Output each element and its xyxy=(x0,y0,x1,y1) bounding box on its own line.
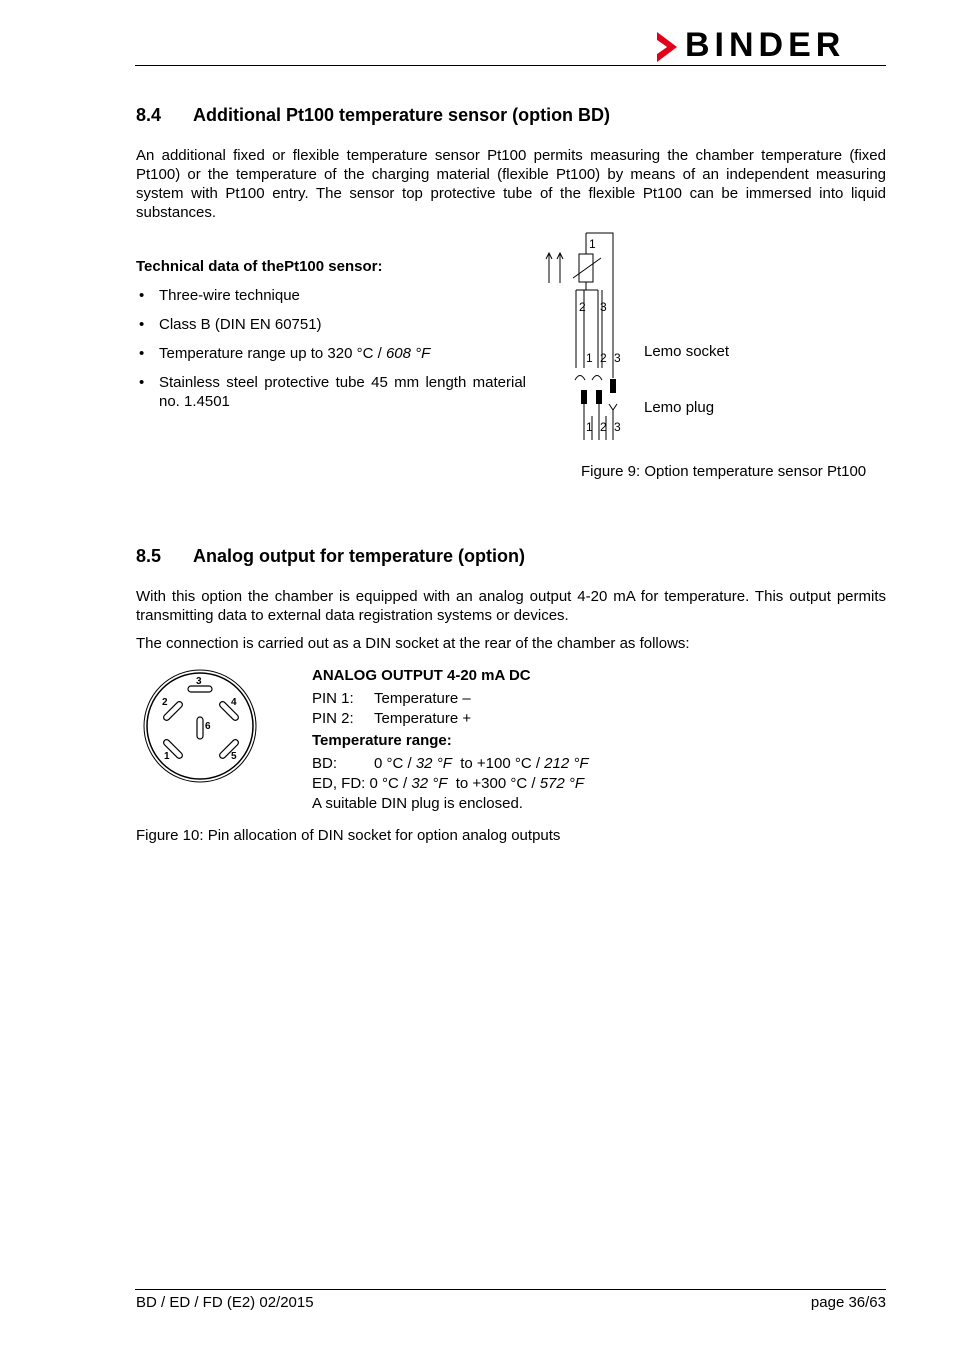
lemo-plug-label: Lemo plug xyxy=(644,399,715,416)
footer-page-number: page 36/63 xyxy=(810,1294,886,1311)
list-item: • Class B (DIN EN 60751) xyxy=(136,315,526,334)
figure-9-caption: Figure 9: Option temperature sensor Pt100 xyxy=(581,463,867,480)
section-number: 8.4 xyxy=(136,105,162,125)
socket-pin-1: 1 xyxy=(586,351,593,365)
range-ed-fd-row: ED, FD: 0 °C / 32 °F to +300 °C / 572 °F xyxy=(312,775,585,792)
din-pin-2-label: 2 xyxy=(162,697,168,708)
din-pin-5-label: 5 xyxy=(231,751,237,762)
pt100-wiring-diagram xyxy=(540,228,640,443)
diagram-label-mid-3: 3 xyxy=(600,300,607,314)
section-8-4-heading xyxy=(136,105,610,126)
analog-output-heading: ANALOG OUTPUT 4-20 mA DC xyxy=(312,667,531,684)
plug-pin-3: 3 xyxy=(614,420,621,434)
list-item: • Temperature range up to 320 °C / 608 °F xyxy=(136,344,526,363)
plug-note: A suitable DIN plug is enclosed. xyxy=(312,795,523,812)
section-title: Additional Pt100 temperature sensor (option BD) xyxy=(193,105,611,125)
brand-name: BINDER xyxy=(685,26,846,64)
list-item: • Three-wire technique xyxy=(136,286,526,305)
list-item: • Stainless steel protective tube 45 mm length material no. 1.4501 xyxy=(136,373,526,411)
plug-pin-2: 2 xyxy=(600,420,607,434)
din-pin-4-label: 4 xyxy=(231,697,237,708)
pin-1-row: PIN 1: Temperature – xyxy=(312,690,471,707)
section-8-5-heading xyxy=(136,546,525,567)
header-rule xyxy=(135,65,886,66)
socket-pin-3: 3 xyxy=(614,351,621,365)
temperature-range-heading: Temperature range: xyxy=(312,732,452,749)
binder-logo xyxy=(655,26,886,64)
diagram-label-top: 1 xyxy=(589,237,596,251)
section-title: Analog output for temperature (option) xyxy=(193,546,525,566)
figure-10-caption: Figure 10: Pin allocation of DIN socket for option analog outputs xyxy=(136,827,561,844)
section-number: 8.5 xyxy=(136,546,162,566)
range-bd-row: BD: 0 °C / 32 °F to +100 °C / 212 °F xyxy=(312,755,589,772)
diagram-label-mid-2: 2 xyxy=(579,300,586,314)
section-8-4-paragraph: An additional fixed or flexible temperature sensor Pt100 permits measuring the chamber temperature (fixed Pt100) or the temperature of the charging material (flexible Pt100) by means of an independent measuring system with Pt100 entry. The sensor top protective tube of the flexible Pt100 can be immersed into liquid substances. xyxy=(136,147,886,221)
socket-pin-2: 2 xyxy=(600,351,607,365)
tech-data-list xyxy=(136,286,526,421)
din-pin-3-label: 3 xyxy=(196,676,202,687)
tech-data-heading: Technical data of thePt100 sensor: xyxy=(136,258,383,275)
section-8-5-paragraph-1: With this option the chamber is equipped with an analog output 4-20 mA for temperature. This output permits transmitting data to external data registration systems or devices. xyxy=(136,588,886,624)
footer-rule xyxy=(135,1289,886,1290)
din-pin-6-label: 6 xyxy=(205,721,211,732)
analog-output-spec xyxy=(312,666,632,814)
footer-document-id: BD / ED / FD (E2) 02/2015 xyxy=(136,1294,314,1311)
lemo-socket-label: Lemo socket xyxy=(644,343,730,360)
binder-logo-mark-icon xyxy=(655,30,679,64)
din-pin-1-label: 1 xyxy=(164,751,170,762)
section-8-5-paragraph-2: The connection is carried out as a DIN socket at the rear of the chamber as follows: xyxy=(136,635,690,652)
plug-pin-1: 1 xyxy=(586,420,593,434)
pin-2-row: PIN 2: Temperature + xyxy=(312,710,472,727)
